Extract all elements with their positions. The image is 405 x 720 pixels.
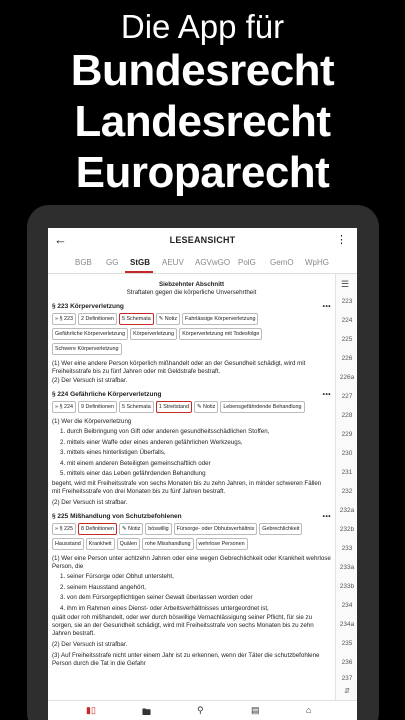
absatz: quält oder roh mißhandelt, oder wer durch böswillige Vernachlässigung seiner Pflicht, für sie zu sorgen, sie an der Gesundheit schädigt, wird mit Freiheitsstrafe von sechs Monaten bis zu zehn Jahren bestraft. xyxy=(52,614,314,638)
rail-item[interactable]: 233a xyxy=(339,564,355,571)
chip-definitions[interactable]: 8 Definitionen xyxy=(78,523,117,535)
section-header xyxy=(48,274,335,297)
chip-keyword[interactable]: böswillig xyxy=(145,523,171,535)
chip-keyword[interactable]: Fürsorge- oder Obhutsverhältnis xyxy=(174,523,258,535)
chip-keyword[interactable]: Körperverletzung xyxy=(130,328,177,340)
list-item: 4. ihm im Rahmen eines Dienst- oder Arbeitsverhältnisses untergeordnet ist, xyxy=(60,604,269,612)
tab-gemo[interactable]: GemO xyxy=(270,258,294,267)
rail-item[interactable]: 233b xyxy=(339,583,355,590)
absatz: (1) Wer die Körperverletzung xyxy=(52,418,132,425)
chip-keyword[interactable]: Quälen xyxy=(117,538,140,550)
rail-item[interactable]: 226 xyxy=(341,355,353,362)
paragraph-heading: § 224 Gefährliche Körperverletzung xyxy=(52,391,162,398)
tab-agvwgo[interactable]: AGVwGO xyxy=(195,258,231,267)
arrow-left-icon[interactable]: ← xyxy=(54,232,67,247)
chip-keyword[interactable]: Gefährliche Körperverletzung xyxy=(52,328,128,340)
tab-polg[interactable]: PolG xyxy=(238,258,256,267)
rail-item[interactable]: 230 xyxy=(341,450,353,457)
active-tab-indicator xyxy=(125,271,153,273)
chip-link[interactable]: » § 223 xyxy=(52,313,76,325)
chip-keyword[interactable]: Fahrlässige Körperverletzung xyxy=(182,313,258,325)
chip-keyword[interactable]: rohe Misshandlung xyxy=(142,538,194,550)
rail-item[interactable]: 229 xyxy=(341,431,353,438)
paragraph-224 xyxy=(48,391,335,507)
app-screen xyxy=(48,228,357,720)
tab-wphg[interactable]: WpHG xyxy=(305,258,329,267)
rail-item[interactable]: 232a xyxy=(339,507,355,514)
absatz: (1) Wer eine Person unter achtzehn Jahren oder eine wegen Gebrechlichkeit oder Krankheit wehrlose Person, die xyxy=(52,554,331,570)
paragraph-heading: § 225 Mißhandlung von Schutzbefohlenen xyxy=(52,512,182,520)
hero-subtitle: Die App für xyxy=(120,8,285,45)
paragraph-text xyxy=(52,418,331,507)
rail-item[interactable]: 232 xyxy=(341,488,353,495)
chip-note[interactable]: ✎ Notiz xyxy=(156,313,180,325)
chip-definitions[interactable]: 9 Definitionen xyxy=(78,401,117,413)
absatz: (2) Der Versuch ist strafbar. xyxy=(52,377,128,384)
chip-row xyxy=(52,401,331,416)
rail-item[interactable]: 236 xyxy=(341,659,353,666)
rail-item[interactable]: 223 xyxy=(341,298,353,305)
section-title: Siebzehnter Abschnitt xyxy=(158,281,225,288)
list-item: 1. seiner Fürsorge oder Obhut untersteht, xyxy=(60,572,174,580)
chip-keyword[interactable]: wehrlose Personen xyxy=(196,538,248,550)
paragraph-heading: § 223 Körperverletzung xyxy=(52,303,124,310)
list-item: 4. mit einem anderen Beteiligten gemeinschaftlich oder xyxy=(60,459,211,467)
chip-keyword[interactable]: Hausstand xyxy=(52,538,84,550)
chip-row xyxy=(52,523,331,553)
document-icon[interactable]: ▤ xyxy=(251,705,260,715)
menu-icon[interactable]: ☰ xyxy=(341,279,350,289)
paragraph-225 xyxy=(48,513,335,668)
tab-stgb[interactable]: StGB xyxy=(130,258,150,267)
paragraph-index-rail[interactable] xyxy=(335,274,357,700)
chip-schemata[interactable]: 5 Schemata xyxy=(119,401,154,413)
hero-line-landesrecht: Landesrecht xyxy=(74,97,331,146)
rail-item[interactable]: 237 xyxy=(341,675,353,682)
page-title: LESEANSICHT xyxy=(169,235,236,245)
rail-item[interactable]: 233 xyxy=(341,545,353,552)
tab-aeuv[interactable]: AEUV xyxy=(162,258,184,267)
hero-line-bundesrecht: Bundesrecht xyxy=(70,46,335,95)
rail-item[interactable]: 234a xyxy=(339,621,355,628)
chip-note[interactable]: ✎ Notiz xyxy=(119,523,143,535)
rail-item[interactable]: 224 xyxy=(341,317,353,324)
list-item: 3. mittels eines hinterlistigen Überfalls, xyxy=(60,449,166,457)
absatz: (2) Der Versuch ist strafbar. xyxy=(52,641,128,649)
chip-keyword[interactable]: Lebensgefährdende Behandlung xyxy=(220,401,304,413)
rail-item[interactable]: 235 xyxy=(341,640,353,647)
rail-item[interactable]: 231 xyxy=(341,469,353,476)
list-item: 2. mittels einer Waffe oder eines anderen gefährlichen Werkzeugs, xyxy=(60,438,243,446)
chip-link[interactable]: » § 224 xyxy=(52,401,76,413)
expand-icon[interactable]: ⇵ xyxy=(344,688,350,695)
chip-link[interactable]: » § 225 xyxy=(52,523,76,535)
paragraph-223 xyxy=(48,303,335,385)
section-subtitle: Straftaten gegen die körperliche Unversehrtheit xyxy=(126,289,257,296)
list-item: 1. durch Beibringung von Gift oder anderen gesundheitsschädlichen Stoffen, xyxy=(60,428,270,435)
list-item: 5. mittels einer das Leben gefährdenden Behandlung xyxy=(60,470,206,478)
paragraph-text xyxy=(52,360,331,385)
absatz: (2) Der Versuch ist strafbar. xyxy=(52,498,128,506)
rail-item[interactable]: 228 xyxy=(341,412,353,419)
list-item: 2. seinem Hausstand angehört, xyxy=(60,583,146,591)
tab-bgb[interactable]: BGB xyxy=(75,258,92,267)
chip-keyword[interactable]: Gebrechlichkeit xyxy=(259,523,302,535)
rail-item[interactable]: 234 xyxy=(341,602,353,609)
chip-keyword[interactable]: Schwere Körperverletzung xyxy=(52,343,122,355)
rail-item[interactable]: 232b xyxy=(339,526,355,533)
chip-row xyxy=(52,313,331,358)
search-icon[interactable]: ⚲ xyxy=(197,705,204,715)
absatz: (3) Auf Freiheitsstrafe nicht unter einem Jahr ist zu erkennen, wenn der Täter die schutzbefohlene Person durch die Tat in die Gefahr xyxy=(52,652,320,668)
tab-gg[interactable]: GG xyxy=(106,258,119,267)
more-horiz-icon[interactable]: ••• xyxy=(322,303,331,310)
rail-item[interactable]: 225 xyxy=(341,336,353,343)
rail-item[interactable]: 226a xyxy=(339,374,355,381)
chip-note[interactable]: ✎ Notiz xyxy=(194,401,218,413)
chip-streitstand[interactable]: 1 Streitstand xyxy=(156,401,192,413)
folder-icon[interactable]: 🖿 xyxy=(142,707,152,717)
paragraph-text xyxy=(52,555,331,668)
law-tabs xyxy=(48,254,357,274)
absatz: (1) Wer eine andere Person körperlich mißhandelt oder an der Gesundheit schädigt, wird mit Freiheitsstrafe bis zu fünf Jahren oder mit Geldstrafe bestraft. xyxy=(52,360,306,375)
more-vert-icon[interactable]: ⋮ xyxy=(336,234,347,246)
absatz: begeht, wird mit Freiheitsstrafe von sechs Monaten bis zu zehn Jahren, in minder schweren Fällen mit Freiheitsstrafe von drei Monaten bis zu fünf Jahren bestraft. xyxy=(52,479,322,495)
more-horiz-icon[interactable]: ••• xyxy=(322,512,331,520)
more-horiz-icon[interactable]: ••• xyxy=(322,391,331,398)
list-item: 3. von dem Fürsorgepflichtigen seiner Gewalt überlassen worden oder xyxy=(60,594,253,602)
chip-keyword[interactable]: Krankheit xyxy=(86,538,115,550)
home-icon[interactable]: ⌂ xyxy=(306,705,312,715)
book-icon[interactable]: ▮▯ xyxy=(86,705,96,715)
bottom-navigation xyxy=(48,700,357,720)
chip-definitions[interactable]: 2 Definitionen xyxy=(78,313,117,325)
chip-keyword[interactable]: Körperverletzung mit Todesfolge xyxy=(179,328,262,340)
chip-schemata[interactable]: 5 Schemata xyxy=(119,313,154,325)
law-text-view[interactable] xyxy=(48,274,335,700)
app-bar xyxy=(48,228,357,254)
hero-line-europarecht: Europarecht xyxy=(75,148,330,197)
rail-item[interactable]: 227 xyxy=(341,393,353,400)
